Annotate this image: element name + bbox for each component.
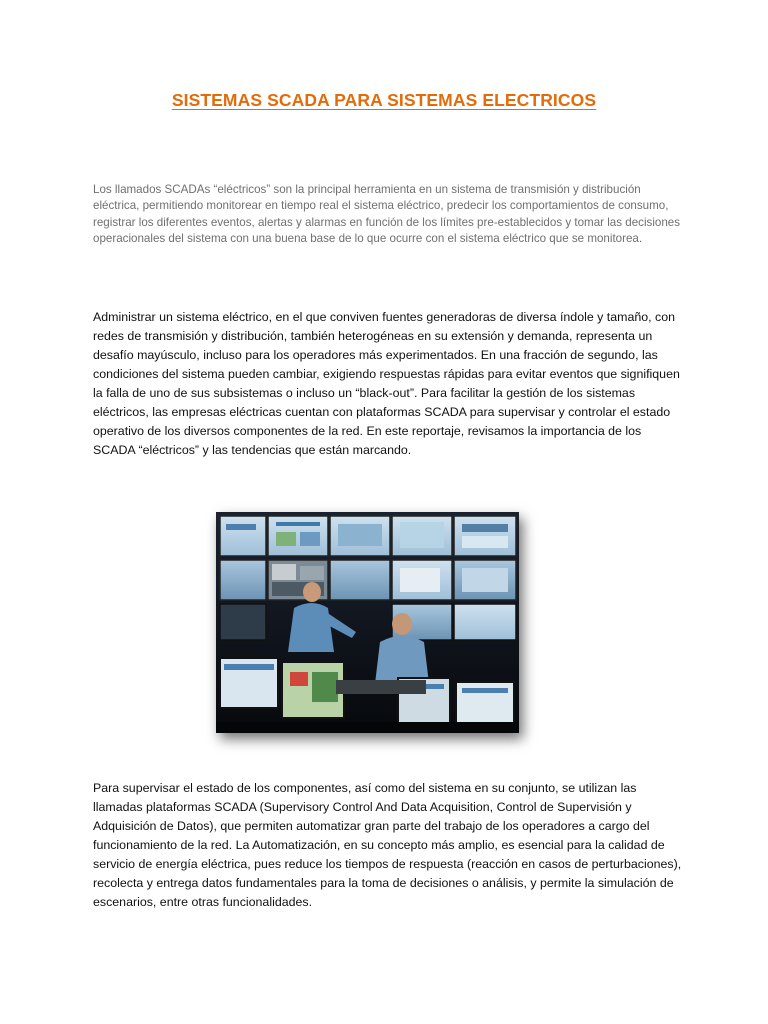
document-title [0, 90, 768, 111]
video-wall-top [220, 516, 516, 556]
body-paragraph-2: Para supervisar el estado de los componentes, así como del sistema en su conjunto, se utilizan las llamadas plataformas SCADA (Supervisory Control And Data Acquisition, Control de Supervisión y Adquisición de Datos), que permiten automatizar gran parte del trabajo de los operadores a cargo del funcionamiento de la red. La Automatización, en su concepto más amplio, es esencial para la calidad de servicio de energía eléctrica, pues reduce los tiempos de respuesta (reacción en casos de perturbaciones), recolecta y entrega datos fundamentales para la toma de decisiones o análisis, y permite la simulación de escenarios, entre otras funcionalidades. [93, 781, 682, 909]
video-wall-middle [220, 560, 516, 600]
title-text: SISTEMAS SCADA PARA SISTEMAS ELECTRICOS [171, 90, 597, 110]
body-paragraph-1: Administrar un sistema eléctrico, en el que conviven fuentes generadoras de diversa índole y tamaño, con redes de transmisión y distribución, también heterogéneas en su extensión y demanda, representa un desafío mayúsculo, incluso para los operadores más experimentados. En una fracción de segundo, las condiciones del sistema pueden cambiar, exigiendo respuestas rápidas para evitar eventos que signifiquen la falla de uno de sus subsistemas o incluso un “black-out”. Para facilitar la gestión de los sistemas eléctricos, las empresas eléctricas cuentan con plataformas SCADA para supervisar y controlar el estado operativo de los diversos componentes de la red. En este reportaje, revisamos la importancia de los SCADA “eléctricos” y las tendencias que están marcando. [93, 310, 680, 457]
control-room-photo [216, 512, 519, 733]
intro-paragraph: Los llamados SCADAs “eléctricos” son la principal herramienta en un sistema de transmisión y distribución eléctrica, permitiendo monitorear en tiempo real el sistema eléctrico, predecir los comportamientos de consumo, registrar los diferentes eventos, alertas y alarmas en función de los límites pre-establecidos y tomar las decisiones operacionales del sistema con una buena base de lo que ocurre con el sistema eléctrico que se monitorea. [93, 183, 681, 246]
control-room-illustration [216, 512, 519, 733]
operator-desk [336, 680, 426, 694]
